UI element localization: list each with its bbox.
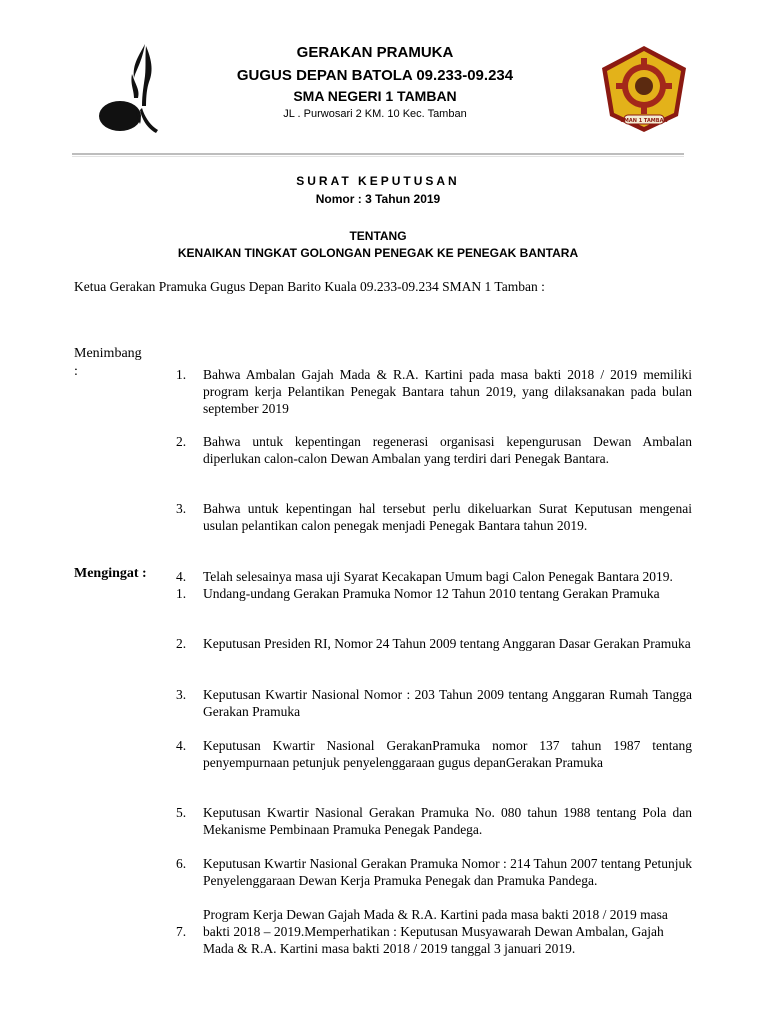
header-divider-shadow [72, 156, 684, 157]
mengingat-item-text: Keputusan Kwartir Nasional Gerakan Pramuka No. 080 tahun 1988 tentang Pola dan Mekanisme Pembinaan Pramuka Penegak Pandega. [203, 805, 692, 837]
mengingat-item-number: 5. [176, 805, 187, 820]
mengingat-item-number: 2. [176, 636, 187, 651]
document-subject: KENAIKAN TINGKAT GOLONGAN PENEGAK KE PENEGAK BANTARA [177, 246, 579, 260]
mengingat-item-text: Program Kerja Dewan Gajah Mada & R.A. Kartini pada masa bakti 2018 / 2019 masa bakti 2018 – 2019.Memperhatikan : Keputusan Musyawarah Dewan Ambalan, Gajah Mada & R.A. Kartini masa bakti 2018 / 2019 tanggal 3 januari 2019. [203, 907, 668, 956]
menimbang-item-text: Telah selesainya masa uji Syarat Kecakapan Umum bagi Calon Penegak Bantara 2019. [203, 569, 673, 584]
menimbang-item-number: 2. [176, 434, 187, 449]
mengingat-item-text: Keputusan Kwartir Nasional Nomor : 203 Tahun 2009 tentang Anggaran Rumah Tangga Gerakan Pramuka [203, 687, 692, 719]
mengingat-item-number: 3. [176, 687, 187, 702]
school-name: SMA NEGERI 1 TAMBAN [293, 88, 457, 104]
opening-statement: Ketua Gerakan Pramuka Gugus Depan Barito Kuala 09.233-09.234 SMAN 1 Tamban : [74, 279, 545, 294]
mengingat-item-text: Keputusan Kwartir Nasional Gerakan Pramuka Nomor : 214 Tahun 2007 tentang Petunjuk Penyelenggaraan Dewan Kerja Pramuka Penegak dan Pramuka Pandega. [203, 856, 692, 888]
emblem-text: SMAN 1 TAMBAN [620, 118, 668, 124]
address: JL . Purwosari 2 KM. 10 Kec. Tamban [283, 108, 467, 120]
mengingat-item-number: 4. [176, 738, 187, 753]
school-emblem-logo [598, 44, 690, 134]
menimbang-colon: : [74, 364, 78, 379]
document-number: Nomor : 3 Tahun 2019 [315, 192, 441, 206]
mengingat-item-text: Keputusan Kwartir Nasional GerakanPramuka nomor 137 tahun 1987 tentang penyempurnaan petunjuk penyelenggaraan gugus depanGerakan Pramuka [203, 738, 692, 770]
mengingat-item-number: 6. [176, 856, 187, 871]
gugus-depan-name: GUGUS DEPAN BATOLA 09.233-09.234 [236, 67, 514, 84]
tentang-label: TENTANG [349, 229, 407, 243]
menimbang-label: Menimbang [74, 346, 142, 361]
header-divider [72, 153, 684, 155]
menimbang-item-number: 4. [176, 569, 187, 584]
menimbang-item-number: 1. [176, 367, 187, 382]
mengingat-item-number: 1. [176, 586, 187, 601]
org-name: GERAKAN PRAMUKA [296, 44, 454, 61]
mengingat-item-number: 7. [176, 924, 187, 939]
mengingat-label: Mengingat : [74, 566, 147, 581]
menimbang-item-text: Bahwa untuk kepentingan hal tersebut perlu dikeluarkan Surat Keputusan mengenai usulan pelantikan calon penegak menjadi Penegak Bantara tahun 2019. [203, 501, 692, 533]
mengingat-item-text: Undang-undang Gerakan Pramuka Nomor 12 Tahun 2010 tentang Gerakan Pramuka [203, 586, 660, 601]
menimbang-item-number: 3. [176, 501, 187, 516]
menimbang-item-text: Bahwa untuk kepentingan regenerasi organisasi kepengurusan Dewan Ambalan diperlukan calon-calon Dewan Ambalan yang terdiri dari Penegak Bantara. [203, 434, 692, 466]
mengingat-item-text: Keputusan Presiden RI, Nomor 24 Tahun 2009 tentang Anggaran Dasar Gerakan Pramuka [203, 636, 691, 651]
tunas-kelapa-logo [96, 40, 166, 136]
menimbang-item-text: Bahwa Ambalan Gajah Mada & R.A. Kartini pada masa bakti 2018 / 2019 memiliki program kerja Pelantikan Penegak Bantara tahun 2019, yang dilaksanakan pada bulan september 2019 [203, 367, 692, 416]
document-title: SURAT KEPUTUSAN [296, 174, 460, 188]
